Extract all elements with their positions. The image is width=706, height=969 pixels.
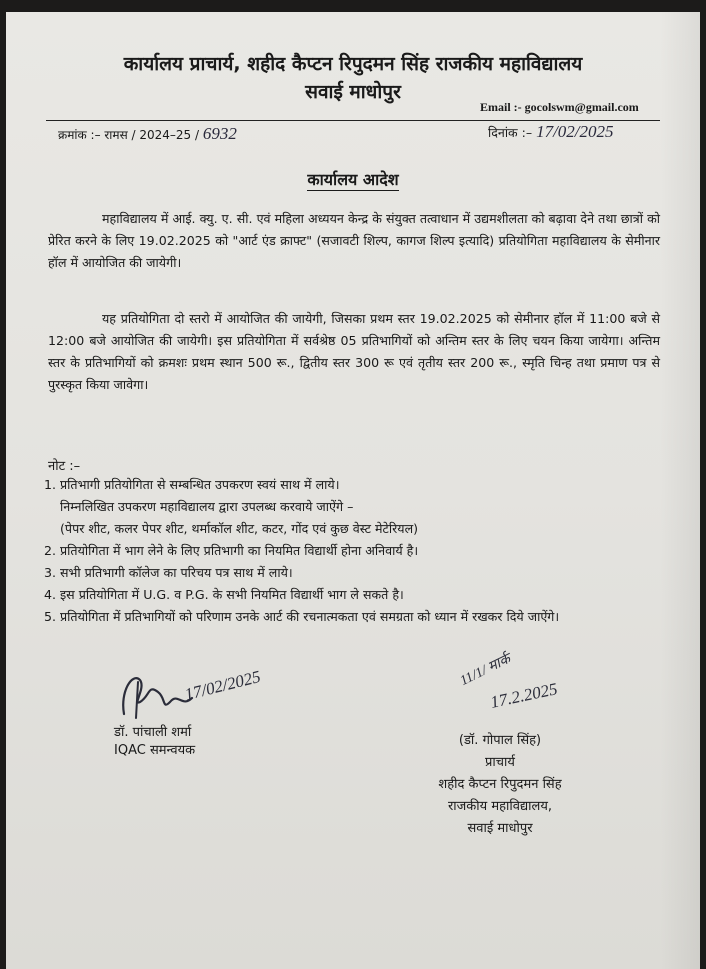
note-text: प्रतियोगिता में प्रतिभागियों को परिणाम उनके आर्ट की रचनात्मकता एवं समग्रता को ध्यान में रखकर दिये जाऐंगे। [60, 609, 560, 624]
reference-number [58, 124, 237, 144]
note-item-1-sub-1 [44, 496, 660, 518]
note-number: 2. [44, 543, 57, 558]
note-text: प्रतियोगिता में भाग लेने के लिए प्रतिभागी का नियमित विद्यार्थी होना अनिवार्य है। [60, 543, 419, 558]
office-header-title: कार्यालय प्राचार्य, शहीद कैप्टन रिपुदमन सिंह राजकीय महाविद्यालय [123, 53, 583, 75]
signature-left-block [114, 724, 195, 760]
note-text: प्रतिभागी प्रतियोगिता से सम्बन्धित उपकरण स्वयं साथ में लाये। [60, 477, 340, 492]
signature-right-handwritten-date: 17.2.2025 [488, 679, 560, 712]
paragraph-1 [48, 208, 660, 274]
order-date [488, 122, 614, 142]
signature-right-handwritten-note: 11/1/ मार्क [457, 651, 513, 689]
reference-label: क्रमांक :– रामस / 2024–25 / [58, 128, 200, 142]
note-text: इस प्रतियोगिता में U.G. व P.G. के सभी नियमित विद्यार्थी भाग ले सकते है। [60, 587, 404, 602]
note-number: 4. [44, 587, 57, 602]
signature-right-role: प्राचार्य [485, 755, 515, 770]
note-text: निम्नलिखित उपकरण महाविद्यालय द्वारा उपलब्ध करवाये जाऐंगे – [60, 499, 354, 514]
paragraph-2-text: यह प्रतियोगिता दो स्तरो में आयोजित की जायेगी, जिसका प्रथम स्तर 19.02.2025 को सेमीनार हॉल में 11:00 बजे से 12:00 बजे आयोजित की जायेगी। इस प्रतियोगिता में सर्वश्रेष्ठ 05 प्रतिभागियों को अन्तिम स्तर के लिए चयन किया जायेगा। अन्तिम स्तर के प्रतिभागियों को क्रमशः प्रथम स्थान 500 रू., द्वितीय स्तर 300 रू एवं तृतीय स्तर 200 रू., स्मृति चिन्ह तथा प्रमाण पत्र से पुरस्कृत किया जावेगा। [48, 311, 660, 392]
date-label: दिनांक :– [488, 125, 533, 140]
note-number: 5. [44, 609, 57, 624]
office-header-location: सवाई माधोपुर [305, 81, 401, 103]
office-email: Email :- gocolswm@gmail.com [480, 100, 639, 114]
signature-right-org-line-3: सवाई माधोपुर [467, 821, 533, 836]
note-item-5 [44, 606, 660, 628]
page-shadow [660, 12, 700, 969]
signature-left-name: डॉ. पांचाली शर्मा [114, 725, 192, 740]
notes-list [44, 472, 660, 628]
paragraph-2 [48, 308, 660, 396]
order-title [6, 168, 700, 190]
order-title-text: कार्यालय आदेश [307, 170, 399, 189]
note-text: सभी प्रतिभागी कॉलेज का परिचय पत्र साथ में लाये। [60, 565, 293, 580]
note-number: 1. [44, 477, 57, 492]
reference-handwritten-number: 6932 [202, 124, 237, 143]
date-handwritten-value: 17/02/2025 [536, 122, 614, 141]
signature-left-handwritten-date: 17/02/2025 [182, 666, 263, 705]
signature-right-org-line-1: शहीद कैप्टन रिपुदमन सिंह [438, 777, 562, 792]
note-item-1 [44, 474, 660, 496]
note-item-2 [44, 540, 660, 562]
signature-right-block [410, 730, 590, 840]
note-item-3 [44, 562, 660, 584]
note-text: (पेपर शीट, कलर पेपर शीट, थर्माकॉल शीट, कटर, गोंद एवं कुछ वेस्ट मेटेरियल) [60, 521, 419, 536]
signature-right-org-line-2: राजकीय महाविद्यालय, [447, 799, 553, 814]
paragraph-1-text: महाविद्यालय में आई. क्यु. ए. सी. एवं महिला अध्ययन केन्द्र के संयुक्त तत्वाधान में उद्यमशीलता को बढ़ावा देने तथा छात्रों को प्रेरित करने के लिए 19.02.2025 को "आर्ट एंड क्राफ्ट" (सजावटी शिल्प, कागज शिल्प इत्यादि) प्रतियोगिता महाविद्यालय के सेमीनार हॉल में आयोजित की जायेगी। [48, 211, 660, 270]
header-divider [46, 120, 660, 121]
notes-title: नोट :– [48, 459, 81, 474]
signature-left-role: IQAC समन्वयक [114, 743, 196, 758]
note-item-1-sub-2 [44, 518, 660, 540]
document-page [6, 12, 700, 969]
note-item-4 [44, 584, 660, 606]
note-number: 3. [44, 565, 57, 580]
signature-right-name: (डॉ. गोपाल सिंह) [458, 733, 542, 748]
